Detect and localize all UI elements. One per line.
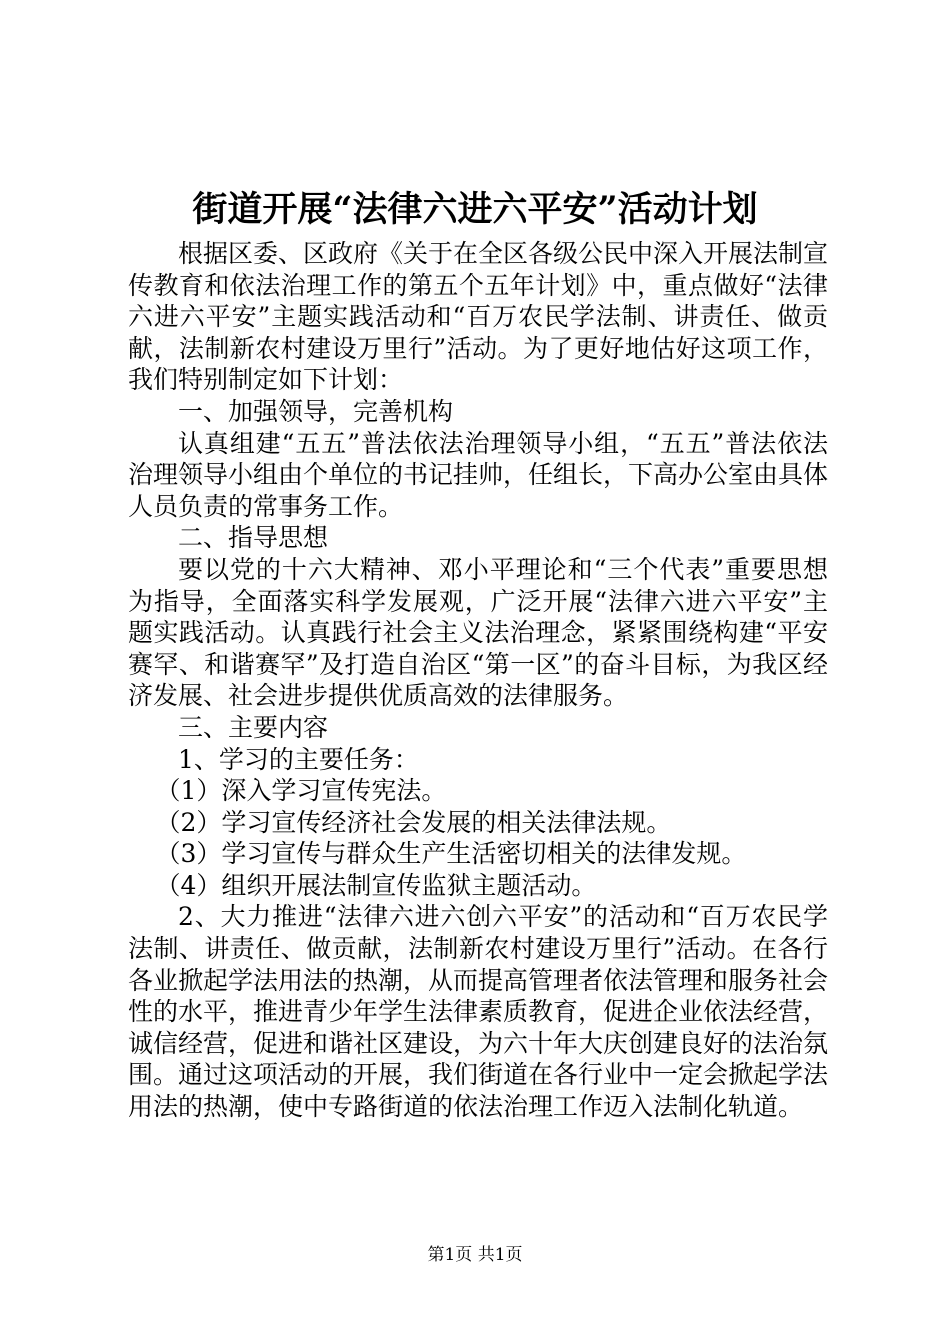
heading-section-2: 二、指导思想 <box>178 523 329 553</box>
subheading-task-1: 1、学习的主要任务： <box>178 744 419 774</box>
document-body <box>128 238 828 1123</box>
paragraph-section-2: 要以党的十六大精神、邓小平理论和“三个代表”重要思想为指导，全面落实科学发展观，广泛开展“法律六进六平安”主题实践活动。认真践行社会主义法治理念，紧紧围绕构建“平安赛罕、和谐赛罕”及打造自治区“第一区”的奋斗目标，为我区经济发展、社会进步提供优质高效的法律服务。 <box>128 554 828 711</box>
paragraph-section-1: 认真组建“五五”普法依法治理领导小组，“五五”普法依法治理领导小组由个单位的书记挂帅，任组长，下高办公室由具体人员负责的常事务工作。 <box>128 428 829 521</box>
paragraph-intro: 根据区委、区政府《关于在全区各级公民中深入开展法制宣传教育和依法治理工作的第五个五年计划》中，重点做好“法律六进六平安”主题实践活动和“百万农民学法制、讲责任、做贡献，法制新农村建设万里行”活动。为了更好地估好这项工作，我们特别制定如下计划： <box>128 239 829 395</box>
list-item-2: （2）学习宣传经济社会发展的相关法律法规。 <box>155 807 672 837</box>
list-item-4: （4）组织开展法制宣传监狱主题活动。 <box>155 870 597 900</box>
list-item-1: （1）深入学习宣传宪法。 <box>155 776 447 806</box>
paragraph-task-2: 2、大力推进“法律六进六创六平安”的活动和“百万农民学法制、讲责任、做贡献，法制新农村建设万里行”活动。在各行各业掀起学法用法的热潮，从而提高管理者依法管理和服务社会性的水平，推进青少年学生法律素质教育，促进企业依法经营，诚信经营，促进和谐社区建设，为六十年大庆创建良好的法治氛围。通过这项活动的开展，我们街道在各行业中一定会掀起学法用法的热潮，使中专路街道的依法治理工作迈入法制化轨道。 <box>128 902 829 1122</box>
list-item-3: （3）学习宣传与群众生产生活密切相关的法律发规。 <box>155 839 747 869</box>
document-title: 街道开展“法律六进六平安”活动计划 <box>192 189 758 230</box>
page-number-footer: 第1页 共1页 <box>427 1245 523 1265</box>
heading-section-3: 三、主要内容 <box>178 712 329 742</box>
heading-section-1: 一、加强领导，完善机构 <box>178 396 454 426</box>
